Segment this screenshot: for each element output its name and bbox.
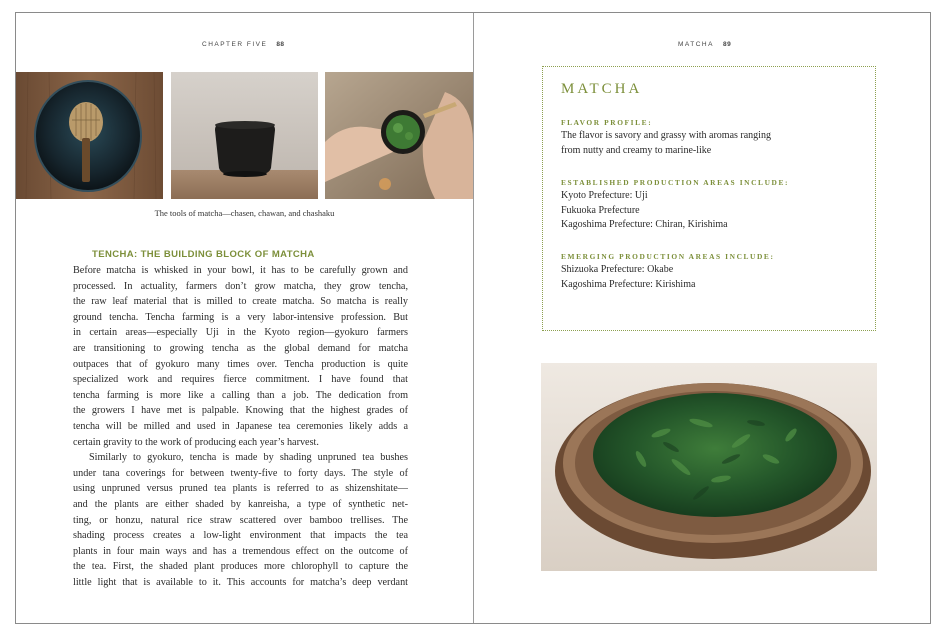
left-page-number: 88 xyxy=(276,41,285,48)
right-page-number: 89 xyxy=(722,41,732,48)
right-running-head xyxy=(678,41,731,48)
book-spread xyxy=(15,12,931,624)
tencha-leaves-bowl-photo xyxy=(541,363,877,571)
tea-profile-box xyxy=(542,66,876,331)
profile-title: MATCHA xyxy=(561,81,643,97)
area-item: Kyoto Prefecture: Uji xyxy=(561,190,648,201)
running-head-title: MATCHA xyxy=(678,41,714,48)
body-line: outpaces that of gyokuro many times over. Tencha production is quite xyxy=(73,358,408,370)
body-line: in certain areas—especially Uji in the Kyoto region—gyokuro farmers xyxy=(73,327,408,339)
chashaku-photo xyxy=(325,72,473,199)
body-line: the raw leaf material that is milled to create matcha. So matcha is really xyxy=(73,296,408,308)
body-line: the growers I have met is palpable. Knowing that the highest grades of xyxy=(73,405,408,417)
emerging-areas-label: EMERGING PRODUCTION AREAS INCLUDE: xyxy=(561,252,775,261)
body-line: tencha will be milled and used in Japanese tea ceremonies likely adds a xyxy=(73,420,408,432)
established-areas-list xyxy=(561,189,728,233)
area-item: Fukuoka Prefecture xyxy=(561,204,640,216)
body-line: are transitioning to growing tencha as the global demand for matcha xyxy=(73,342,408,354)
body-text xyxy=(73,263,408,590)
body-line: Before matcha is whisked in your bowl, it has to be carefully grown and xyxy=(73,265,408,276)
left-running-head xyxy=(202,41,285,48)
section-heading: TENCHA: THE BUILDING BLOCK OF MATCHA xyxy=(92,249,315,260)
body-line: under tana coverings for between twenty-five to forty days. The style of xyxy=(73,467,408,479)
chawan-photo xyxy=(171,72,318,199)
gutter-divider xyxy=(473,13,474,623)
chasen-in-bowl-photo xyxy=(16,72,163,199)
body-line: using unpruned versus pruned tea plants is referred to as shizenshitate— xyxy=(73,483,408,495)
body-line: shading process creates a low-light environment that impacts the tea xyxy=(73,530,408,542)
flavor-line: from nutty and creamy to marine-like xyxy=(561,144,712,156)
area-item: Shizuoka Prefecture: Okabe xyxy=(561,264,674,275)
established-areas-label: ESTABLISHED PRODUCTION AREAS INCLUDE: xyxy=(561,178,790,187)
body-line: tencha farming is more like a calling than a job. The dedication from xyxy=(73,389,408,401)
chapter-label: CHAPTER FIVE xyxy=(202,41,268,48)
flavor-profile-label: FLAVOR PROFILE: xyxy=(561,118,653,127)
area-item: Kagoshima Prefecture: Chiran, Kirishima xyxy=(561,219,728,230)
flavor-line: The flavor is savory and grassy with aromas ranging xyxy=(561,130,771,141)
body-line: plants in four main ways and has a tremendous effect on the outcome of xyxy=(73,545,408,557)
body-line: little light that is available to it. This accounts for matcha’s deep verdant xyxy=(73,576,408,588)
body-line: Similarly to gyokuro, tencha is made by shading unpruned tea bushes xyxy=(89,452,408,464)
body-line: and the plants are either shaded by kanreisha, a type of synthetic net- xyxy=(73,498,408,510)
body-line: the tea. First, the shaded plant produces more chlorophyll to capture the xyxy=(73,561,408,573)
photo-caption: The tools of matcha—chasen, chawan, and chashaku xyxy=(154,208,335,218)
emerging-areas-list xyxy=(561,263,695,292)
body-line: specialized work and requires fierce commitment. I have found that xyxy=(73,374,408,386)
flavor-profile-text xyxy=(561,129,771,158)
area-item: Kagoshima Prefecture: Kirishima xyxy=(561,278,696,290)
body-line: ground tencha. Tencha farming is a very labor-intensive profession. But xyxy=(73,311,408,323)
body-line: processed. In actuality, farmers don’t grow matcha, they grow tencha, xyxy=(73,280,408,292)
body-line: ting, or honzu, natural rice straw scattered over bamboo trellises. The xyxy=(73,514,408,526)
body-line: certain gravity to the work of producing each year’s harvest. xyxy=(73,436,319,448)
